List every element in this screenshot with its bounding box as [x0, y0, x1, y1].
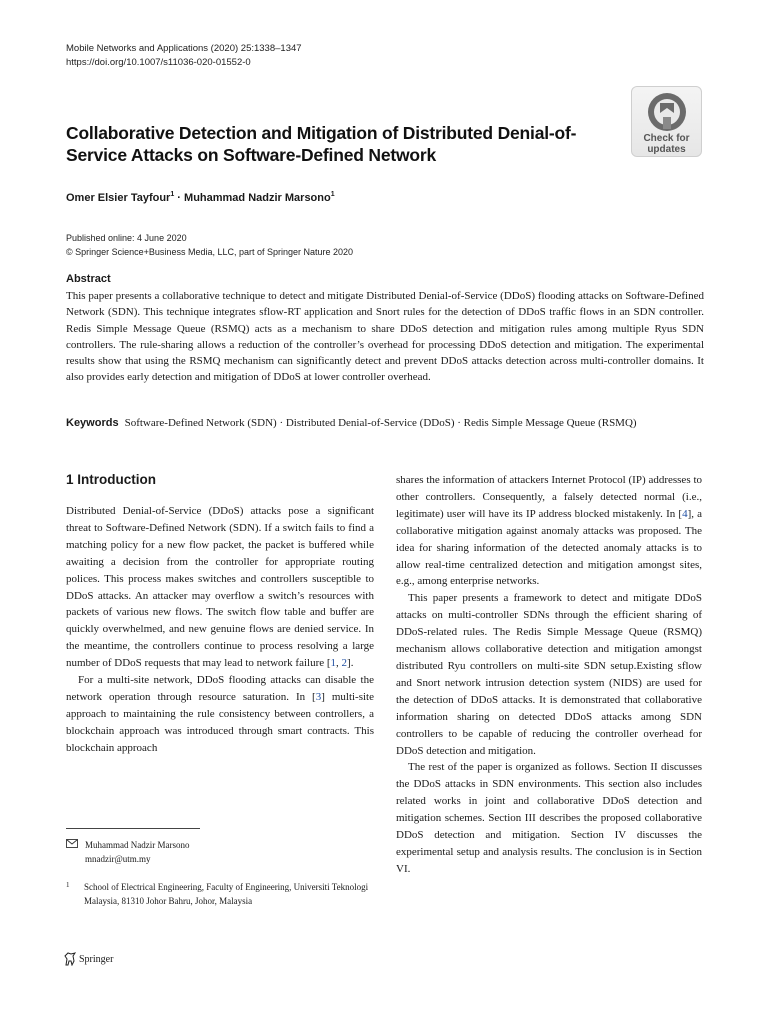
keywords-line: [66, 417, 726, 429]
author-name[interactable]: Omer Elsier Tayfour: [66, 192, 171, 204]
paragraph: This paper presents a framework to detect and mitigate DDoS attacks on multi-controller SDNs through the efficient sharing of DDoS-related rules. The Redis Simple Message Queue (RSMQ) mechanism allows collaborative detection and mitigation amongst distributed Ryu controllers on multi-site SDN setup.Existing sflow and Snort network intrusion detection system (NIDS) are used for the detection of DDoS attacks. It is demonstrated that collaborative information sharing on detected DDoS attacks among SDN controllers to be capable of reducing the controller overhead for DDoS detection and mitigation.: [396, 592, 702, 757]
paper-title: Collaborative Detection and Mitigation of Distributed Denial-of-Service Attacks on Software-Defined Network: [66, 123, 577, 165]
citation-link[interactable]: 3: [315, 690, 322, 703]
section-heading: 1 Introduction: [66, 472, 156, 487]
affiliation-number: 1: [66, 881, 70, 889]
corresponding-name: Muhammad Nadzir Marsono: [85, 840, 190, 850]
doi-link[interactable]: https://doi.org/10.1007/s11036-020-01552-0: [66, 57, 251, 68]
citation-link[interactable]: 2: [341, 657, 348, 670]
paragraph: The rest of the paper is organized as follows. Section II discusses the DDoS attacks in SDN environments. This section also includes related works in joint and collaborative DDoS detection and mitigation schemes. Section III describes the proposed collaborative DDoS detection and mitigation. Section IV discusses the experimental setup and analysis results. The conclusion is in Section VI.: [396, 761, 702, 875]
left-column: [66, 503, 374, 757]
copyright-line: © Springer Science+Business Media, LLC, part of Springer Nature 2020: [66, 247, 354, 257]
author-affiliation-mark: 1: [330, 191, 335, 198]
paragraph: shares the information of attackers Internet Protocol (IP) addresses to other controllers. Consequently, a falsely detected normal (i.e., legitimate) user will have its IP address blocked mistakenly. In [4], a collaborative mitigation against anomaly attacks was proposed. The idea for sharing information of the detected anomaly attacks is to allow real-time centralized detection and mitigation amongst sites, e.g., among enterprise networks.: [396, 474, 703, 588]
footnote-divider: [66, 828, 200, 829]
crossmark-icon: [646, 91, 688, 133]
affiliation-text: School of Electrical Engineering, Faculty of Engineering, Universiti Teknologi Malaysia, 81310 Johor Bahru, Johor, Malaysia: [84, 882, 369, 906]
citation-link[interactable]: 4: [682, 507, 688, 520]
keywords-text: Software-Defined Network (SDN) · Distributed Denial-of-Service (DDoS) · Redis Simple Message Queue (RSMQ): [124, 417, 637, 429]
springer-horse-icon: [64, 952, 76, 966]
paragraph: For a multi-site network, DDoS flooding attacks can disable the network operation through resource saturation. In [3] multi-site approach to maintaining the rule consistency between controllers, a blockchain approach was introduced through smart contracts. This blockchain approach: [66, 674, 374, 754]
publisher-name: Springer: [79, 953, 114, 965]
paragraph: Distributed Denial-of-Service (DDoS) attacks pose a significant threat to Software-Defined Network (SDN). If a switch fails to find a matching policy for a new flow packet, the packet is buffered while awaiting a decision from the controller for appropriate routing polices. This process makes switches and controllers susceptible to DDoS attacks. An attacker may overflow a switch’s resources with packets of various new flows. The switch flow table and buffer are quickly overwhelmed, and new genuine flows are denied service. In the meantime, the controllers continue to process resolving a large number of DDoS requests that may lead to network failure [1, 2].: [66, 505, 374, 670]
citation-link[interactable]: 1: [330, 657, 337, 670]
journal-header: [66, 42, 302, 70]
right-column: [396, 472, 702, 878]
publisher-logo: [64, 952, 113, 966]
published-date: Published online: 4 June 2020: [66, 233, 187, 243]
keywords-label: Keywords: [66, 417, 119, 429]
author-list: [66, 191, 335, 204]
author-name[interactable]: Muhammad Nadzir Marsono: [184, 192, 331, 204]
badge-line-1: Check for: [643, 133, 690, 144]
author-affiliation-mark: 1: [170, 191, 175, 198]
journal-citation: Mobile Networks and Applications (2020) 25:1338–1347: [66, 43, 302, 54]
abstract-text: This paper presents a collaborative technique to detect and mitigate Distributed Denial-of-Service (DDoS) flooding attacks on Software-Defined Network (SDN). This technique integrates sflow-RT application and Snort rules for the detection of DDoS traffic flows in an SDN controller. Redis Simple Message Queue (RSMQ) acts as a mechanism to share DDoS detection and mitigation rules among multiple Ryus SDN controllers. The rule-sharing allows a reduction of the controller’s overhead for processing DDoS detection and mitigation. The experimental results show that using the RSMQ mechanism can significantly detect and prevent DDoS attacks detection across multi-controller domains. It also provides early detection and mitigation of DDoS at lower controller overhead.: [66, 290, 704, 384]
publication-info: [66, 231, 353, 259]
badge-line-2: updates: [647, 144, 686, 155]
envelope-icon: [66, 839, 78, 848]
corresponding-email[interactable]: mnadzir@utm.my: [85, 854, 151, 864]
author-separator: ·: [174, 192, 185, 204]
abstract-heading: Abstract: [66, 273, 111, 285]
check-for-updates-badge[interactable]: [631, 86, 702, 157]
